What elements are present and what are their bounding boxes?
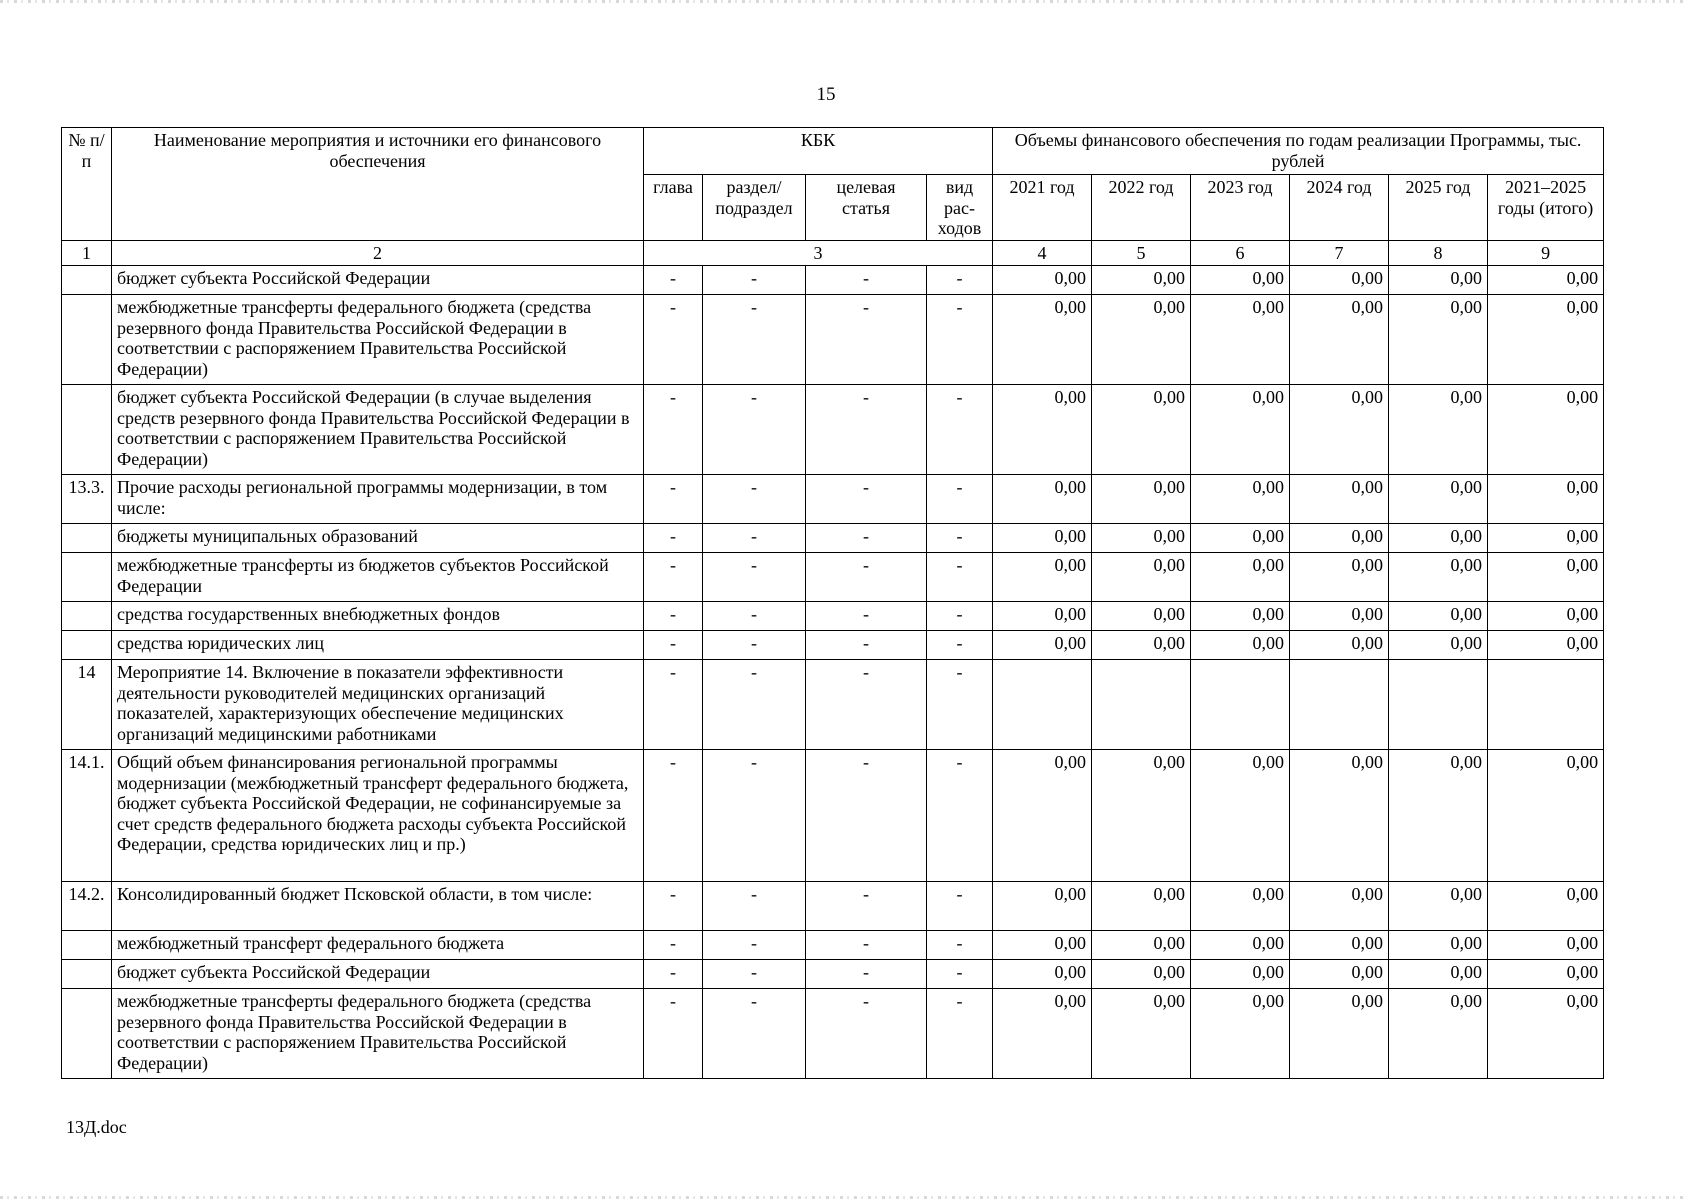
kbk-cell: - — [703, 602, 806, 631]
kbk-cell: - — [806, 602, 927, 631]
value-cell: 0,00 — [1488, 553, 1604, 602]
kbk-cell: - — [806, 931, 927, 960]
value-cell: 0,00 — [1092, 602, 1191, 631]
value-cell: 0,00 — [1092, 631, 1191, 660]
column-number: 5 — [1092, 241, 1191, 266]
row-number — [62, 295, 112, 385]
value-cell: 0,00 — [1488, 960, 1604, 989]
value-cell: 0,00 — [1488, 931, 1604, 960]
value-cell: 0,00 — [1191, 989, 1290, 1079]
value-cell: 0,00 — [1191, 602, 1290, 631]
kbk-cell: - — [703, 750, 806, 882]
value-cell: 0,00 — [1389, 931, 1488, 960]
row-number — [62, 266, 112, 295]
value-cell: 0,00 — [1092, 385, 1191, 475]
table-row — [62, 385, 1604, 475]
table-row — [62, 295, 1604, 385]
kbk-cell: - — [806, 553, 927, 602]
row-number — [62, 960, 112, 989]
header-razdel: раздел/ подраздел — [703, 175, 806, 241]
kbk-cell: - — [644, 266, 703, 295]
footer-filename: 13Д.doc — [66, 1117, 127, 1137]
header-name: Наименование мероприятия и источники его финансового обеспечения — [112, 128, 644, 241]
value-cell: 0,00 — [1488, 295, 1604, 385]
kbk-cell: - — [644, 631, 703, 660]
kbk-cell: - — [703, 475, 806, 524]
row-number — [62, 602, 112, 631]
column-number: 1 — [62, 241, 112, 266]
value-cell: 0,00 — [1191, 882, 1290, 931]
kbk-cell: - — [806, 266, 927, 295]
row-number — [62, 931, 112, 960]
value-cell: 0,00 — [1389, 553, 1488, 602]
value-cell: 0,00 — [1092, 750, 1191, 882]
table-row — [62, 989, 1604, 1079]
kbk-cell: - — [927, 553, 993, 602]
header-year-2021: 2021 год — [993, 175, 1092, 241]
value-cell: 0,00 — [1191, 553, 1290, 602]
kbk-cell: - — [703, 882, 806, 931]
kbk-cell: - — [644, 960, 703, 989]
kbk-cell: - — [703, 295, 806, 385]
scan-edge-bottom — [0, 1196, 1686, 1199]
kbk-cell: - — [927, 989, 993, 1079]
row-name: бюджет субъекта Российской Федерации — [112, 266, 644, 295]
value-cell: 0,00 — [1092, 475, 1191, 524]
kbk-cell: - — [806, 295, 927, 385]
column-number: 7 — [1290, 241, 1389, 266]
column-number: 6 — [1191, 241, 1290, 266]
value-cell: 0,00 — [1488, 882, 1604, 931]
kbk-cell: - — [644, 553, 703, 602]
value-cell: 0,00 — [993, 602, 1092, 631]
value-cell: 0,00 — [1488, 750, 1604, 882]
value-cell: 0,00 — [1389, 266, 1488, 295]
kbk-cell: - — [644, 475, 703, 524]
value-cell: 0,00 — [1389, 631, 1488, 660]
header-year-2022: 2022 год — [1092, 175, 1191, 241]
row-number — [62, 524, 112, 553]
kbk-cell: - — [927, 931, 993, 960]
value-cell: 0,00 — [1290, 553, 1389, 602]
kbk-cell: - — [703, 931, 806, 960]
kbk-cell: - — [806, 475, 927, 524]
value-cell: 0,00 — [1389, 295, 1488, 385]
kbk-cell: - — [806, 750, 927, 882]
value-cell: 0,00 — [1191, 385, 1290, 475]
kbk-cell: - — [644, 750, 703, 882]
kbk-cell: - — [644, 989, 703, 1079]
table-row — [62, 882, 1604, 931]
kbk-cell: - — [927, 660, 993, 750]
kbk-cell: - — [644, 931, 703, 960]
kbk-cell: - — [927, 475, 993, 524]
value-cell: 0,00 — [1092, 882, 1191, 931]
kbk-cell: - — [703, 385, 806, 475]
kbk-cell: - — [644, 385, 703, 475]
value-cell: 0,00 — [1290, 266, 1389, 295]
row-name: бюджет субъекта Российской Федерации (в случае выделения средств резервного фонда Правительства Российской Федерации в соответствии с распоряжением Правительства Российской Федерации) — [112, 385, 644, 475]
kbk-cell: - — [703, 266, 806, 295]
table-row — [62, 931, 1604, 960]
table-row — [62, 475, 1604, 524]
value-cell: 0,00 — [1389, 989, 1488, 1079]
header-year-2023: 2023 год — [1191, 175, 1290, 241]
kbk-cell: - — [644, 295, 703, 385]
value-cell: 0,00 — [1389, 602, 1488, 631]
value-cell: 0,00 — [1191, 750, 1290, 882]
value-cell: 0,00 — [1488, 524, 1604, 553]
row-number: 13.3. — [62, 475, 112, 524]
value-cell: 0,00 — [1290, 631, 1389, 660]
value-cell: 0,00 — [993, 295, 1092, 385]
header-vid: вид рас- ходов — [927, 175, 993, 241]
table-row — [62, 553, 1604, 602]
value-cell: 0,00 — [993, 385, 1092, 475]
value-cell: 0,00 — [1290, 931, 1389, 960]
kbk-cell: - — [927, 524, 993, 553]
kbk-cell: - — [927, 750, 993, 882]
column-number: 2 — [112, 241, 644, 266]
header-year-2025: 2025 год — [1389, 175, 1488, 241]
kbk-cell: - — [703, 524, 806, 553]
value-cell: 0,00 — [1191, 960, 1290, 989]
column-number: 4 — [993, 241, 1092, 266]
table-row — [62, 660, 1604, 750]
financing-table — [61, 127, 1604, 1079]
value-cell: 0,00 — [993, 960, 1092, 989]
row-number — [62, 385, 112, 475]
value-cell: 0,00 — [1191, 931, 1290, 960]
value-cell: 0,00 — [1488, 989, 1604, 1079]
table-body — [62, 266, 1604, 1079]
row-name: Прочие расходы региональной программы модернизации, в том числе: — [112, 475, 644, 524]
value-cell: 0,00 — [993, 631, 1092, 660]
row-number: 14 — [62, 660, 112, 750]
value-cell: 0,00 — [1488, 385, 1604, 475]
kbk-cell: - — [927, 960, 993, 989]
value-cell: 0,00 — [1488, 602, 1604, 631]
header-year-2024: 2024 год — [1290, 175, 1389, 241]
row-number — [62, 631, 112, 660]
column-number-row — [62, 241, 1604, 266]
scan-edge-top — [0, 0, 1686, 3]
header-glava: глава — [644, 175, 703, 241]
value-cell: 0,00 — [1488, 475, 1604, 524]
value-cell: 0,00 — [1191, 631, 1290, 660]
value-cell — [1191, 660, 1290, 750]
value-cell: 0,00 — [1290, 385, 1389, 475]
value-cell: 0,00 — [1389, 960, 1488, 989]
value-cell: 0,00 — [993, 524, 1092, 553]
kbk-cell: - — [644, 882, 703, 931]
header-celevaya: целевая статья — [806, 175, 927, 241]
row-name: бюджеты муниципальных образований — [112, 524, 644, 553]
kbk-cell: - — [806, 385, 927, 475]
row-name: Мероприятие 14. Включение в показатели эффективности деятельности руководителей медицинских организаций показателей, характеризующих обеспечение медицинских организаций медицинскими работниками — [112, 660, 644, 750]
kbk-cell: - — [806, 989, 927, 1079]
kbk-cell: - — [927, 266, 993, 295]
kbk-cell: - — [703, 631, 806, 660]
value-cell: 0,00 — [1092, 295, 1191, 385]
kbk-cell: - — [703, 660, 806, 750]
row-name: межбюджетные трансферты федерального бюджета (средства резервного фонда Правительства Российской Федерации в соответствии с распоряжением Правительства Российской Федерации) — [112, 989, 644, 1079]
value-cell: 0,00 — [1191, 524, 1290, 553]
table-row — [62, 266, 1604, 295]
value-cell: 0,00 — [1389, 882, 1488, 931]
kbk-cell: - — [806, 631, 927, 660]
value-cell: 0,00 — [1191, 475, 1290, 524]
kbk-cell: - — [644, 524, 703, 553]
table-row — [62, 524, 1604, 553]
kbk-cell: - — [806, 524, 927, 553]
value-cell: 0,00 — [1389, 475, 1488, 524]
row-number — [62, 553, 112, 602]
value-cell: 0,00 — [1488, 266, 1604, 295]
value-cell: 0,00 — [1191, 266, 1290, 295]
value-cell — [993, 660, 1092, 750]
value-cell: 0,00 — [1092, 989, 1191, 1079]
kbk-cell: - — [806, 882, 927, 931]
value-cell: 0,00 — [993, 750, 1092, 882]
value-cell: 0,00 — [1092, 266, 1191, 295]
kbk-cell: - — [644, 660, 703, 750]
row-name: Консолидированный бюджет Псковской области, в том числе: — [112, 882, 644, 931]
value-cell: 0,00 — [993, 931, 1092, 960]
row-name: средства юридических лиц — [112, 631, 644, 660]
value-cell: 0,00 — [993, 989, 1092, 1079]
kbk-cell: - — [927, 385, 993, 475]
value-cell: 0,00 — [1290, 989, 1389, 1079]
value-cell — [1290, 660, 1389, 750]
column-number: 8 — [1389, 241, 1488, 266]
value-cell: 0,00 — [1389, 524, 1488, 553]
row-name: Общий объем финансирования региональной программы модернизации (межбюджетный трансферт федерального бюджета, бюджет субъекта Российской Федерации, не софинансируемые за счет средств федерального бюджета расходы субъекта Российской Федерации, средства юридических лиц и пр.) — [112, 750, 644, 882]
value-cell: 0,00 — [1389, 385, 1488, 475]
kbk-cell: - — [703, 960, 806, 989]
kbk-cell: - — [927, 602, 993, 631]
row-name: средства государственных внебюджетных фондов — [112, 602, 644, 631]
header-kbk: КБК — [644, 128, 993, 175]
header-total: 2021–2025 годы (итого) — [1488, 175, 1604, 241]
value-cell: 0,00 — [993, 266, 1092, 295]
value-cell: 0,00 — [1290, 882, 1389, 931]
value-cell — [1389, 660, 1488, 750]
value-cell: 0,00 — [1488, 631, 1604, 660]
value-cell: 0,00 — [1092, 524, 1191, 553]
table-row — [62, 631, 1604, 660]
value-cell: 0,00 — [1389, 750, 1488, 882]
value-cell: 0,00 — [1191, 295, 1290, 385]
page-number: 15 — [816, 84, 836, 105]
column-number: 3 — [644, 241, 993, 266]
row-name: межбюджетные трансферты федерального бюджета (средства резервного фонда Правительства Российской Федерации в соответствии с распоряжением Правительства Российской Федерации) — [112, 295, 644, 385]
value-cell: 0,00 — [993, 553, 1092, 602]
kbk-cell: - — [806, 960, 927, 989]
kbk-cell: - — [703, 553, 806, 602]
kbk-cell: - — [806, 660, 927, 750]
kbk-cell: - — [927, 631, 993, 660]
kbk-cell: - — [927, 295, 993, 385]
table-header — [62, 128, 1604, 266]
kbk-cell: - — [644, 602, 703, 631]
value-cell: 0,00 — [1290, 750, 1389, 882]
header-num: № п/п — [62, 128, 112, 241]
value-cell: 0,00 — [1290, 295, 1389, 385]
table-row — [62, 750, 1604, 882]
row-name: межбюджетные трансферты из бюджетов субъектов Российской Федерации — [112, 553, 644, 602]
row-number: 14.2. — [62, 882, 112, 931]
value-cell: 0,00 — [1290, 475, 1389, 524]
kbk-cell: - — [703, 989, 806, 1079]
header-volumes: Объемы финансового обеспечения по годам реализации Программы, тыс. рублей — [993, 128, 1604, 175]
value-cell: 0,00 — [1092, 553, 1191, 602]
value-cell: 0,00 — [1092, 931, 1191, 960]
kbk-cell: - — [927, 882, 993, 931]
value-cell: 0,00 — [1092, 960, 1191, 989]
table-row — [62, 960, 1604, 989]
value-cell: 0,00 — [993, 882, 1092, 931]
value-cell: 0,00 — [1290, 602, 1389, 631]
row-name: бюджет субъекта Российской Федерации — [112, 960, 644, 989]
table-row — [62, 602, 1604, 631]
value-cell: 0,00 — [993, 475, 1092, 524]
row-number — [62, 989, 112, 1079]
value-cell — [1488, 660, 1604, 750]
column-number: 9 — [1488, 241, 1604, 266]
row-number: 14.1. — [62, 750, 112, 882]
row-name: межбюджетный трансферт федерального бюджета — [112, 931, 644, 960]
value-cell: 0,00 — [1290, 960, 1389, 989]
value-cell: 0,00 — [1290, 524, 1389, 553]
value-cell — [1092, 660, 1191, 750]
